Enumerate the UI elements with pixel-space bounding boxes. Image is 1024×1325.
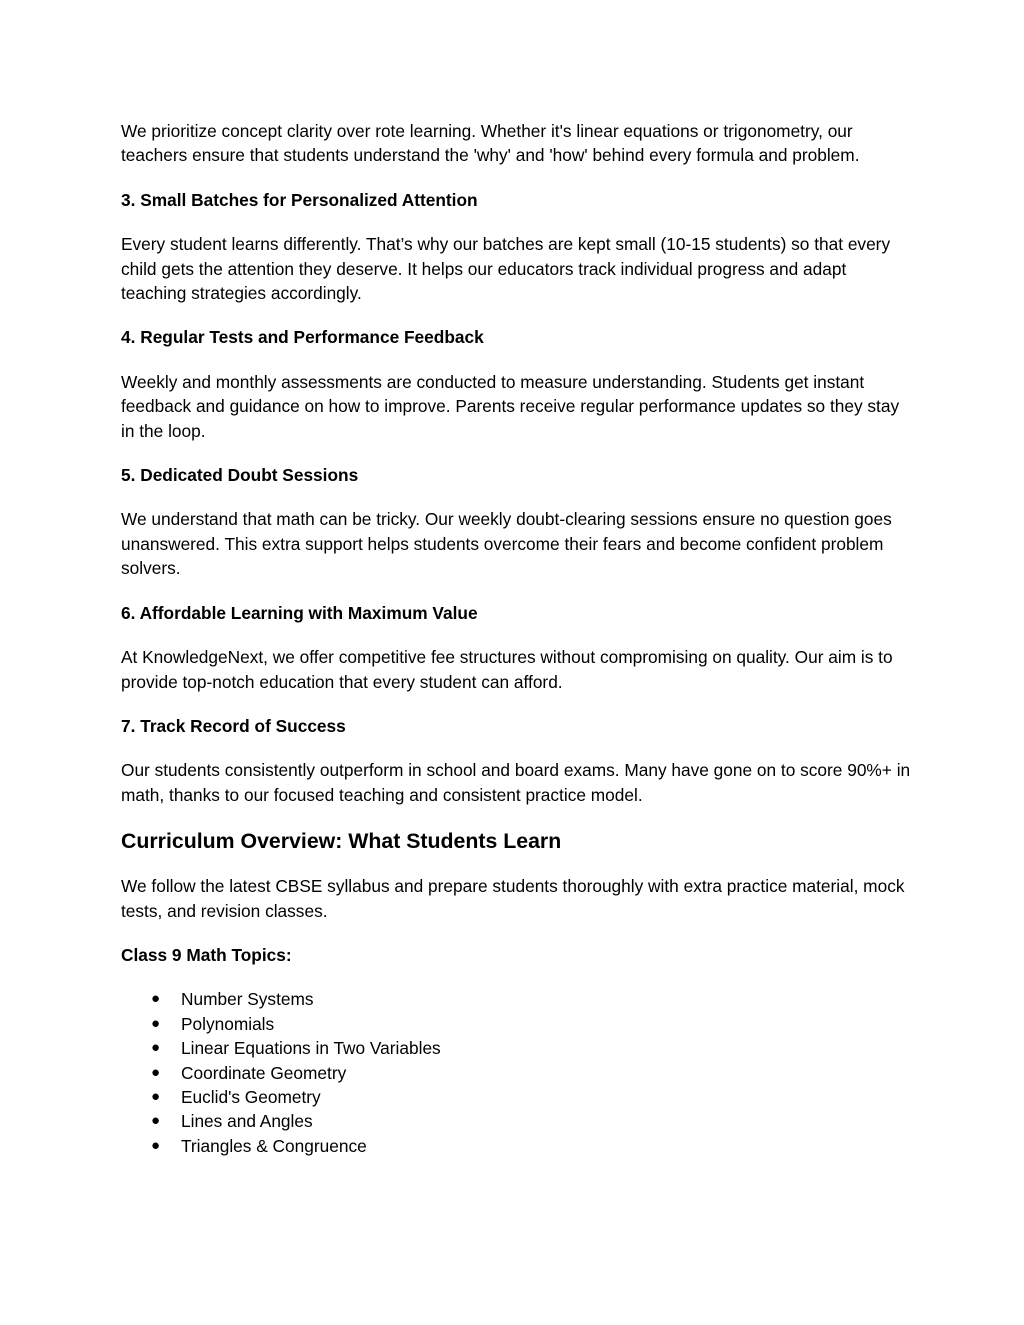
curriculum-intro: We follow the latest CBSE syllabus and prepare students thoroughly with extra practice material, mock tests, and revision classes. <box>121 876 905 921</box>
section-body: We understand that math can be tricky. Our weekly doubt-clearing sessions ensure no question goes unanswered. This extra support helps students overcome their fears and become confident problem solvers. <box>121 509 892 579</box>
section-body: Weekly and monthly assessments are conducted to measure understanding. Students get instant feedback and guidance on how to improve. Parents receive regular performance updates so they stay in the loop. <box>121 371 900 441</box>
list-item <box>121 1061 911 1085</box>
section-heading: 7. Track Record of Success <box>121 715 346 736</box>
document-page <box>121 119 911 1158</box>
section-body: Every student learns differently. That’s why our batches are kept small (10-15 students) so that every child gets the attention they deserve. It helps our educators track individual progress and adapt teaching strategies accordingly. <box>121 234 891 304</box>
class9-topics-list <box>121 987 911 1158</box>
list-item <box>121 1134 911 1158</box>
section-heading: 4. Regular Tests and Performance Feedback <box>121 327 484 348</box>
list-item <box>121 1012 911 1036</box>
bullet-icon: ● <box>151 1136 161 1154</box>
bullet-icon: ● <box>151 1112 161 1130</box>
section-doubt-sessions <box>121 463 911 581</box>
bullet-icon: ● <box>151 990 161 1008</box>
list-item-label: Coordinate Geometry <box>181 1062 347 1083</box>
bullet-icon: ● <box>151 1087 161 1105</box>
list-item-label: Triangles & Congruence <box>181 1135 367 1156</box>
section-heading: 5. Dedicated Doubt Sessions <box>121 465 359 486</box>
section-small-batches <box>121 188 911 306</box>
section-track-record <box>121 714 911 807</box>
section-heading: 3. Small Batches for Personalized Attention <box>121 189 478 210</box>
section-body: Our students consistently outperform in school and board exams. Many have gone on to score 90%+ in math, thanks to our focused teaching and consistent practice model. <box>121 760 911 805</box>
section-body: At KnowledgeNext, we offer competitive fee structures without compromising on quality. Our aim is to provide top-notch education that every student can afford. <box>121 647 893 692</box>
list-item-label: Number Systems <box>181 989 314 1010</box>
section-heading: 6. Affordable Learning with Maximum Value <box>121 602 478 623</box>
bullet-icon: ● <box>151 1014 161 1032</box>
list-item-label: Polynomials <box>181 1013 275 1034</box>
bullet-icon: ● <box>151 1063 161 1081</box>
class9-heading: Class 9 Math Topics: <box>121 944 292 965</box>
bullet-icon: ● <box>151 1039 161 1057</box>
list-item-label: Euclid's Geometry <box>181 1086 321 1107</box>
list-item-label: Linear Equations in Two Variables <box>181 1038 441 1059</box>
list-item-label: Lines and Angles <box>181 1111 313 1132</box>
curriculum-title: Curriculum Overview: What Students Learn <box>121 829 562 854</box>
intro-paragraph: We prioritize concept clarity over rote learning. Whether it's linear equations or trigonometry, our teachers ensure that students understand the 'why' and 'how' behind every formula and problem. <box>121 121 860 166</box>
section-regular-tests <box>121 325 911 443</box>
section-affordable-learning <box>121 601 911 694</box>
list-item <box>121 1036 911 1060</box>
list-item <box>121 1085 911 1109</box>
list-item <box>121 987 911 1011</box>
list-item <box>121 1109 911 1133</box>
